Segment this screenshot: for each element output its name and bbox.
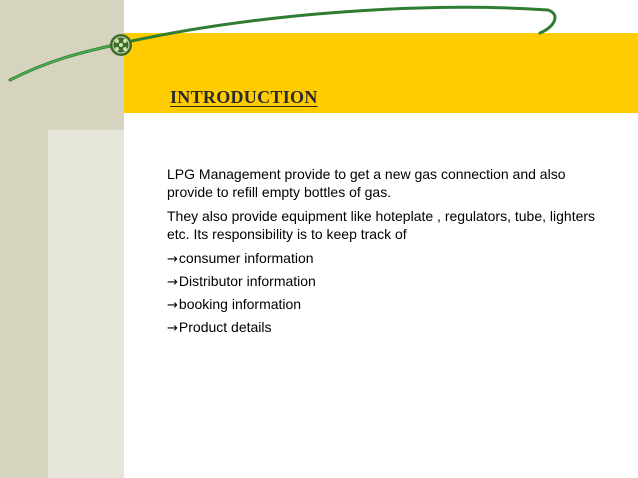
list-item: →consumer information	[167, 250, 314, 267]
green-circle-emblem-icon	[110, 34, 132, 56]
list-item: →Distributor information	[167, 273, 316, 290]
list-item: →booking information	[167, 296, 302, 313]
inner-side-panel	[48, 130, 124, 478]
green-swoosh-icon	[0, 0, 638, 120]
arrow-right-icon: →	[167, 252, 178, 267]
info-list	[167, 249, 607, 338]
slide-title: INTRODUCTION	[170, 87, 318, 107]
list-item: →Product details	[167, 319, 272, 336]
slide-body	[167, 165, 607, 341]
arrow-right-icon: →	[167, 298, 178, 313]
responsibility-paragraph: They also provide equipment like hoteplate , regulators, tube, lighters etc. Its responsibility is to keep track of	[167, 208, 596, 242]
arrow-right-icon: →	[167, 321, 178, 336]
arrow-right-icon: →	[167, 275, 178, 290]
intro-paragraph: LPG Management provide to get a new gas connection and also provide to refill empty bottles of gas.	[167, 166, 566, 200]
